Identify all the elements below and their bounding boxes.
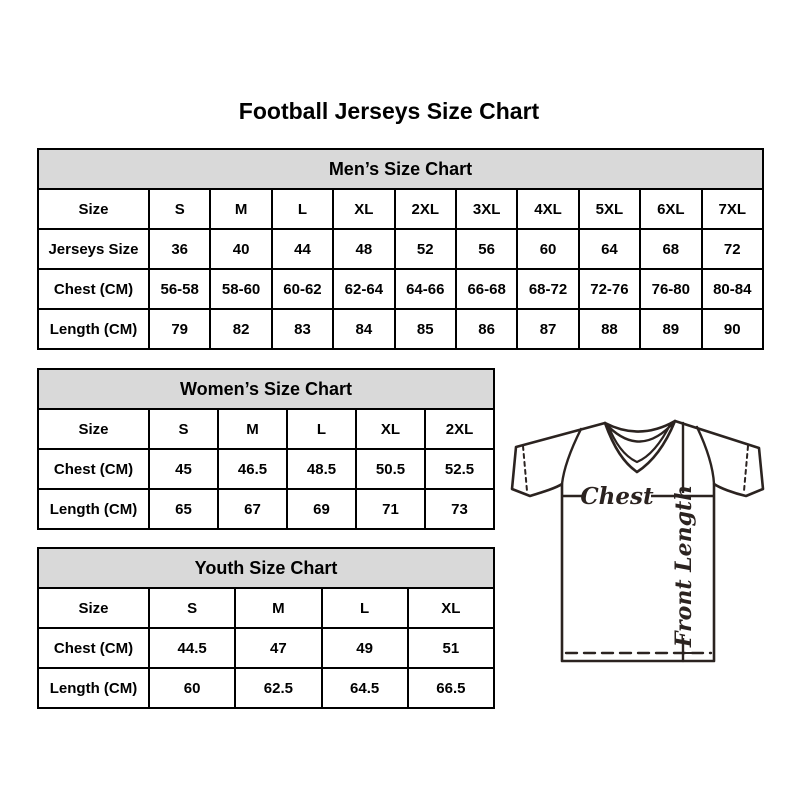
youth-cell: M xyxy=(235,588,321,628)
men-cell: 87 xyxy=(517,309,578,349)
youth-row-label: Chest (CM) xyxy=(38,628,149,668)
youth-table-title: Youth Size Chart xyxy=(38,548,494,588)
jersey-measurement-diagram xyxy=(498,408,780,676)
jersey-outline xyxy=(512,421,763,661)
youth-cell: 51 xyxy=(408,628,494,668)
men-cell: 76-80 xyxy=(640,269,701,309)
page-title: Football Jerseys Size Chart xyxy=(238,98,540,124)
women-cell: L xyxy=(287,409,356,449)
women-cell: 45 xyxy=(149,449,218,489)
youth-row xyxy=(38,628,494,668)
youth-cell: S xyxy=(149,588,235,628)
men-cell: 58-60 xyxy=(210,269,271,309)
women-cell: 73 xyxy=(425,489,494,529)
youth-row xyxy=(38,668,494,708)
men-cell: 72-76 xyxy=(579,269,640,309)
chest-label: Chest xyxy=(580,483,654,510)
men-cell: 52 xyxy=(395,229,456,269)
men-cell: 60-62 xyxy=(272,269,333,309)
men-cell: 4XL xyxy=(517,189,578,229)
men-cell: 66-68 xyxy=(456,269,517,309)
women-cell: 65 xyxy=(149,489,218,529)
youth-cell: 44.5 xyxy=(149,628,235,668)
front-length-label: Front Length xyxy=(671,484,697,648)
youth-cell: 60 xyxy=(149,668,235,708)
men-row-label: Length (CM) xyxy=(38,309,149,349)
youth-row xyxy=(38,588,494,628)
women-header-row xyxy=(38,369,494,409)
men-row-label: Size xyxy=(38,189,149,229)
men-cell: 80-84 xyxy=(702,269,763,309)
women-row-label: Chest (CM) xyxy=(38,449,149,489)
men-cell: 7XL xyxy=(702,189,763,229)
women-cell: 69 xyxy=(287,489,356,529)
men-cell: S xyxy=(149,189,210,229)
youth-cell: L xyxy=(322,588,408,628)
men-cell: 82 xyxy=(210,309,271,349)
men-cell: L xyxy=(272,189,333,229)
men-cell: 72 xyxy=(702,229,763,269)
women-cell: 48.5 xyxy=(287,449,356,489)
women-cell: S xyxy=(149,409,218,449)
men-cell: 84 xyxy=(333,309,394,349)
women-row xyxy=(38,449,494,489)
men-cell: 5XL xyxy=(579,189,640,229)
men-row-label: Chest (CM) xyxy=(38,269,149,309)
women-row xyxy=(38,409,494,449)
men-cell: 83 xyxy=(272,309,333,349)
women-cell: 2XL xyxy=(425,409,494,449)
youth-cell: 64.5 xyxy=(322,668,408,708)
men-cell: 6XL xyxy=(640,189,701,229)
womens-size-table xyxy=(37,368,495,530)
women-cell: 67 xyxy=(218,489,287,529)
men-cell: 60 xyxy=(517,229,578,269)
youth-row-label: Length (CM) xyxy=(38,668,149,708)
men-table-title: Men’s Size Chart xyxy=(38,149,763,189)
men-cell: 56-58 xyxy=(149,269,210,309)
women-table-title: Women’s Size Chart xyxy=(38,369,494,409)
men-cell: 48 xyxy=(333,229,394,269)
youth-cell: 49 xyxy=(322,628,408,668)
men-cell: 85 xyxy=(395,309,456,349)
men-cell: M xyxy=(210,189,271,229)
men-cell: 62-64 xyxy=(333,269,394,309)
youth-cell: 66.5 xyxy=(408,668,494,708)
men-cell: 90 xyxy=(702,309,763,349)
youth-cell: XL xyxy=(408,588,494,628)
youth-row-label: Size xyxy=(38,588,149,628)
women-row-label: Length (CM) xyxy=(38,489,149,529)
men-cell: 56 xyxy=(456,229,517,269)
women-cell: 46.5 xyxy=(218,449,287,489)
youth-cell: 47 xyxy=(235,628,321,668)
youth-size-table xyxy=(37,547,495,709)
women-cell: 52.5 xyxy=(425,449,494,489)
youth-header-row xyxy=(38,548,494,588)
men-cell: 68-72 xyxy=(517,269,578,309)
mens-size-table xyxy=(37,148,764,350)
men-cell: 64-66 xyxy=(395,269,456,309)
men-cell: 64 xyxy=(579,229,640,269)
men-cell: 79 xyxy=(149,309,210,349)
men-row xyxy=(38,189,763,229)
men-cell: 68 xyxy=(640,229,701,269)
men-row-label: Jerseys Size xyxy=(38,229,149,269)
men-cell: 86 xyxy=(456,309,517,349)
men-cell: 88 xyxy=(579,309,640,349)
women-cell: XL xyxy=(356,409,425,449)
women-row-label: Size xyxy=(38,409,149,449)
men-cell: 89 xyxy=(640,309,701,349)
men-row xyxy=(38,309,763,349)
men-row xyxy=(38,269,763,309)
men-cell: 2XL xyxy=(395,189,456,229)
youth-cell: 62.5 xyxy=(235,668,321,708)
men-header-row xyxy=(38,149,763,189)
men-cell: 3XL xyxy=(456,189,517,229)
women-cell: 50.5 xyxy=(356,449,425,489)
women-cell: 71 xyxy=(356,489,425,529)
men-cell: XL xyxy=(333,189,394,229)
men-cell: 40 xyxy=(210,229,271,269)
men-cell: 44 xyxy=(272,229,333,269)
women-cell: M xyxy=(218,409,287,449)
men-cell: 36 xyxy=(149,229,210,269)
men-row xyxy=(38,229,763,269)
women-row xyxy=(38,489,494,529)
